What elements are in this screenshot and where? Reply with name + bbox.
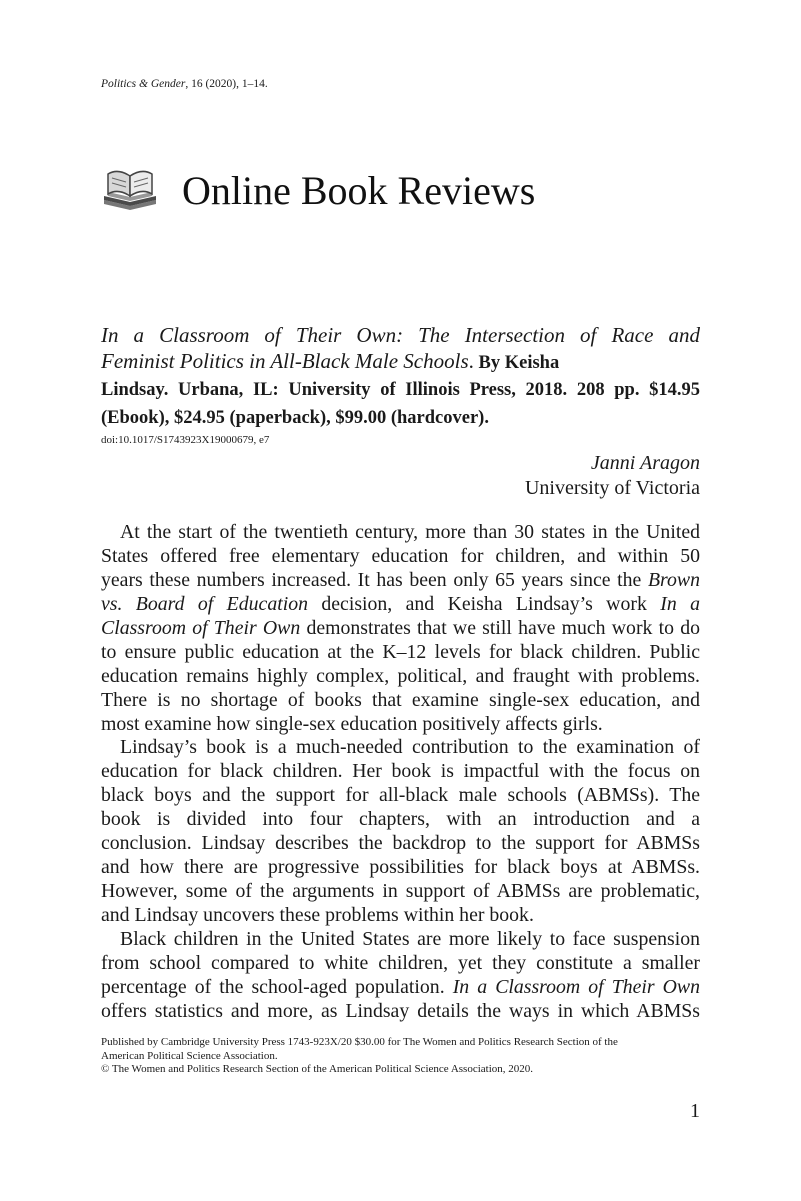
- publisher-footnote: [101, 1036, 700, 1077]
- body-line: Black children in the United States are more likely to face suspension: [120, 927, 700, 950]
- copyright-line: © The Women and Politics Research Section of the American Political Science Association, 2020.: [101, 1063, 534, 1075]
- footnote-line: Published by Cambridge University Press 1743-923X/20 $30.00 for The Women and Politics Research Section of the: [101, 1036, 618, 1048]
- body-line: There is no shortage of books that examine single-sex education, and: [101, 688, 700, 711]
- body-line: education remains highly complex, political, and fraught with problems.: [101, 664, 700, 687]
- review-heading: [101, 322, 700, 431]
- body-line: vs. Board of Education decision, and Keisha Lindsay’s work In a: [101, 592, 700, 615]
- footnote-line: American Political Science Association.: [101, 1049, 278, 1062]
- body-line: from school compared to white children, yet they constitute a smaller: [101, 951, 700, 974]
- journal-citation: , 16 (2020), 1–14.: [185, 78, 268, 90]
- book-title-line: In a Classroom of Their Own: The Intersection of Race and: [101, 323, 700, 347]
- body-text: [101, 521, 700, 1024]
- body-line: States offered free elementary education for children, and within 50: [101, 544, 700, 567]
- body-line: Lindsay’s book is a much-needed contribution to the examination of: [120, 736, 700, 759]
- body-line: offers statistics and more, as Lindsay details the ways in which ABMSs: [101, 999, 700, 1022]
- book-info: By Keisha: [473, 353, 560, 374]
- body-line: to ensure public education at the K–12 levels for black children. Public: [101, 640, 700, 663]
- body-line: years these numbers increased. It has been only 65 years since the Brown: [101, 568, 700, 591]
- doi: doi:10.1017/S1743923X19000679, e7: [101, 434, 270, 446]
- book-info: (Ebook), $24.95 (paperback), $99.00 (hardcover).: [101, 407, 489, 428]
- body-line: However, some of the arguments in support of ABMSs are problematic,: [101, 880, 700, 903]
- body-line: education for black children. Her book is impactful with the focus on: [101, 760, 700, 783]
- journal-name: Politics & Gender: [101, 78, 186, 90]
- body-line: book is divided into four chapters, with an introduction and a: [101, 808, 700, 831]
- body-line: and Lindsay uncovers these problems within her book.: [101, 904, 534, 926]
- book-title-end: .: [468, 349, 474, 374]
- reviewer-name: Janni Aragon: [590, 452, 700, 474]
- book-title-line: Feminist Politics in All-Black Male Schools: [101, 349, 469, 374]
- body-line: Classroom of Their Own demonstrates that we still have much work to do: [101, 616, 700, 639]
- body-line: and how there are progressive possibilities for black boys at ABMSs.: [101, 856, 700, 879]
- section-title: Online Book Reviews: [182, 168, 536, 213]
- body-line: percentage of the school-aged population. In a Classroom of Their Own: [101, 975, 700, 998]
- page-number: 1: [690, 1100, 700, 1122]
- body-line: most examine how single-sex education positively affects girls.: [101, 712, 603, 735]
- books-icon: [100, 166, 160, 212]
- body-line: black boys and the support for all-black male schools (ABMSs). The: [101, 784, 700, 807]
- body-line: conclusion. Lindsay describes the backdrop to the support for ABMSs: [101, 832, 700, 855]
- book-info: Lindsay. Urbana, IL: University of Illinois Press, 2018. 208 pp. $14.95: [101, 379, 700, 400]
- reviewer-affiliation: University of Victoria: [524, 477, 700, 499]
- reviewer: [525, 451, 700, 501]
- body-line: At the start of the twentieth century, more than 30 states in the United: [120, 521, 700, 543]
- running-head: [101, 78, 268, 90]
